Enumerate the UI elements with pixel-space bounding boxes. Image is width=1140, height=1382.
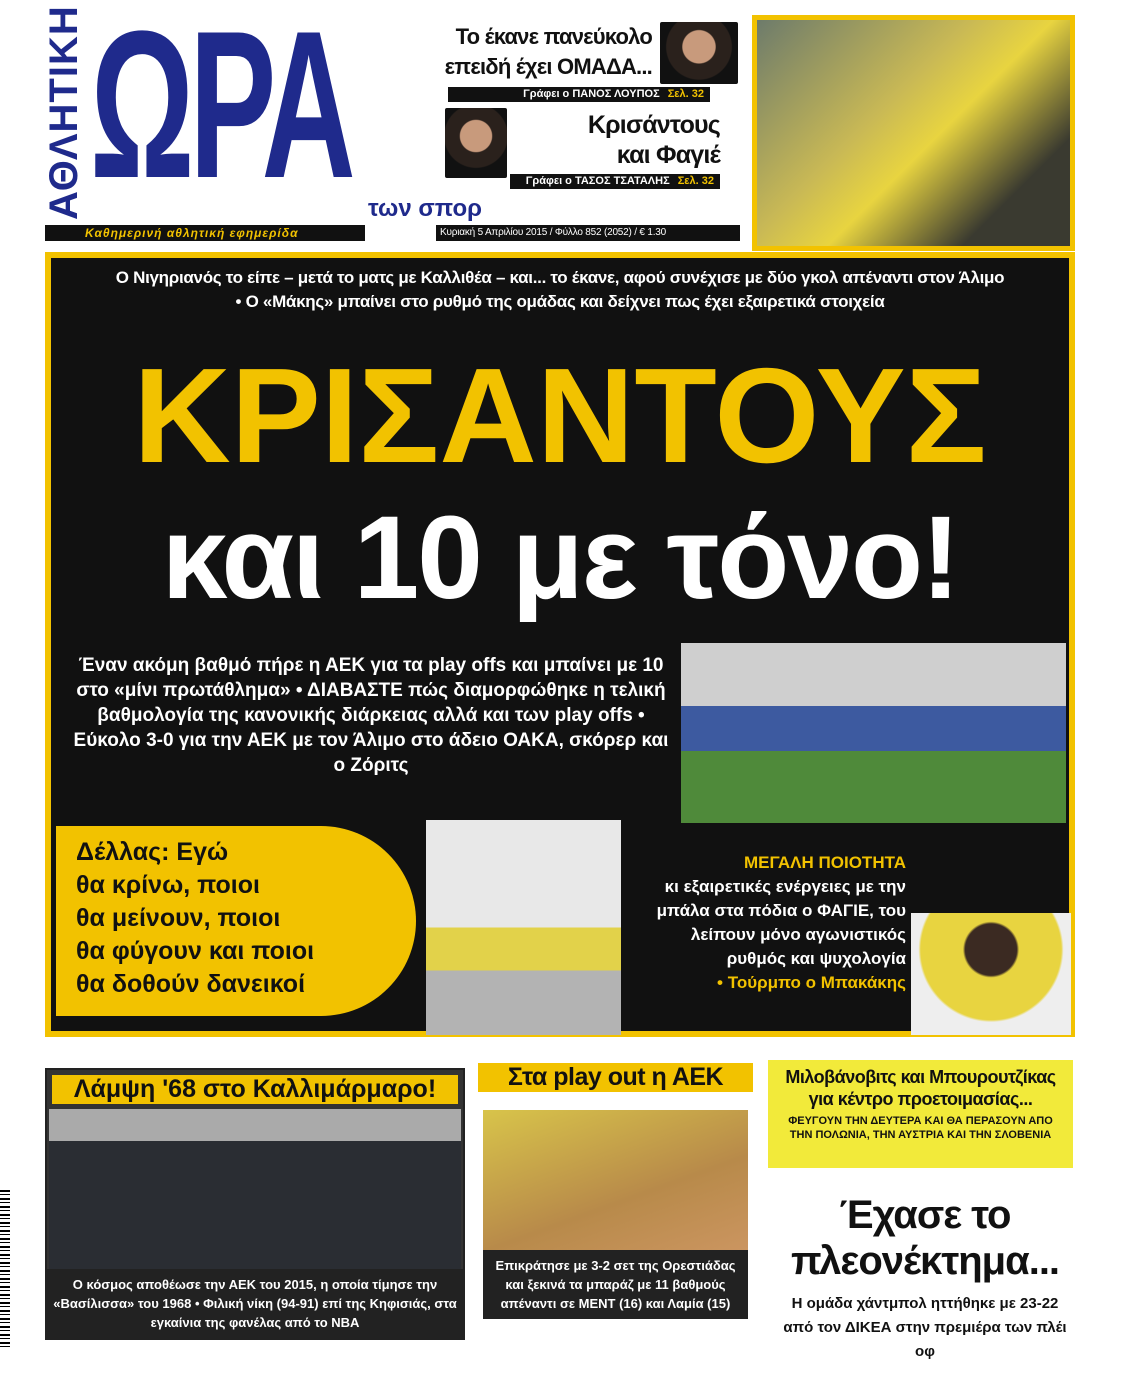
headline-2: και 10 με τόνο! [161,492,959,624]
lead-story [45,252,1075,1037]
dellas-line: θα φύγουν και ποιοι [76,937,315,965]
dellas-box [56,826,416,1016]
dellas-line: Δέλλας: Εγώ [76,838,229,866]
highlight: ΜΕΓΑΛΗ ΠΟΙΟΤΗΤΑ [744,853,906,872]
text: κι εξαιρετικές ενέργειες με την μπάλα στα πόδια ο ΦΑΓΙΕ, του λείπουν μόνο αγωνιστικός ρυθμός και ψυχολογία [656,877,906,968]
text: • Τούρμπο ο Μπακάκης [717,973,906,992]
story-title: Μιλοβάνοβιτς και Μπουρουτζίκας για κέντρο προετοιμασίας... [785,1067,1056,1109]
lead-subhead: • Ο «Μάκης» μπαίνει στο ρυθμό της ομάδας και δείχνει πως έχει εξαιρετικά στοιχεία [235,292,885,311]
story-title: Έχασε το πλεονέκτημα... [790,1193,1060,1283]
byline: Γράφει ο ΠΑΝΟΣ ΛΟΥΠΟΣ Σελ. 32 [448,87,710,102]
column-title: επειδή έχει ΟΜΑΔΑ... [444,54,652,79]
columnist-photo [445,108,507,178]
dellas-line: θα μείνουν, ποιοι [76,904,281,932]
volley-photo [483,1110,748,1250]
story-title: Λάμψη '68 στο Καλλιμάρμαρο! [52,1075,458,1104]
story-lampsi[interactable] [45,1068,465,1340]
story-caption: Ο κόσμος αποθέωσε την ΑΕΚ του 2015, η οποία τίμησε την «Βασίλισσα» του 1968 • Φιλική νίκη (94-91) επί της Κηφισιάς, στα εγκαίνια της φανέλας από το NBA [47,1269,463,1338]
masthead-side: ΑΘΛΗΤΙΚΗ [42,5,86,220]
match-photo [681,643,1066,823]
fagie-text [641,851,906,995]
team-celebration-photo [752,15,1075,251]
column-2[interactable] [515,110,720,170]
dellas-line: θα κρίνω, ποιοι [76,871,260,899]
column-title: και Φαγιέ [616,141,720,169]
lead-body: Έναν ακόμη βαθμό πήρε η ΑΕΚ για τα play offs και μπαίνει με 10 στο «μίνι πρωτάθλημα» • ΔΙΑΒΑΣΤΕ πώς διαμορφώθηκε η τελική βαθμολογία της κανονικής διάρκειας αλλά και των play offs • Εύκολο 3-0 για την ΑΕΚ με τον Άλιμο στο άδειο ΟΑΚΑ, σκόρερ και ο Ζόριτς [73,655,669,776]
column-title: Κρισάντους [587,111,720,139]
fagie-photo [911,913,1071,1035]
headline: ΚΡΙΣΑΝΤΟΥΣ [133,340,987,491]
story-title: Στα play out η ΑΕΚ [478,1063,753,1092]
masthead-sub: των σπορ [368,195,482,222]
columnist-photo [660,22,738,84]
tagline: Καθημερινή αθλητική εφημερίδα [45,225,365,241]
lead-subhead: Ο Νιγηριανός το είπε – μετά το ματς με Καλλιθέα – και... το έκανε, αφού συνέχισε με δύο γκολ απέναντι στον Άλιμο [115,268,1005,287]
story-caption: Επικράτησε με 3-2 σετ της Ορεστιάδας και ξεκινά τα μπαράζ με 11 βαθμούς απέναντι σε ΜΕΝΤ (16) και Λαμία (15) [483,1250,748,1319]
issue-info: Κυριακή 5 Απριλίου 2015 / Φύλλο 852 (2052) / € 1.30 [436,225,740,241]
barcode [0,1190,10,1350]
story-volley[interactable] [483,1110,748,1319]
byline: Γράφει ο ΤΑΣΟΣ ΤΣΑΤΑΛΗΣ Σελ. 32 [510,174,720,189]
story-caption: Η ομάδα χάντμπολ ηττήθηκε με 23-22 από τον ΔΙΚΕΑ στην πρεμιέρα των πλέι οφ [783,1295,1067,1360]
story-sub: ΦΕΥΓΟΥΝ ΤΗΝ ΔΕΥΤΕΡΑ ΚΑΙ ΘΑ ΠΕΡΑΣΟΥΝ ΑΠΟ ΤΗΝ ΠΟΛΩΝΙΑ, ΤΗΝ ΑΥΣΤΡΙΑ ΚΑΙ ΤΗΝ ΣΛΟΒΕΝΙΑ [788,1115,1053,1141]
player-photo [426,820,621,1035]
column-title: Το έκανε πανεύκολο [455,24,652,49]
column-1[interactable] [410,22,652,82]
fans-photo [49,1109,461,1269]
masthead-logo: ΩΡΑ [90,0,351,222]
story-training[interactable] [768,1060,1073,1168]
dellas-line: θα δοθούν δανεικοί [76,970,306,998]
